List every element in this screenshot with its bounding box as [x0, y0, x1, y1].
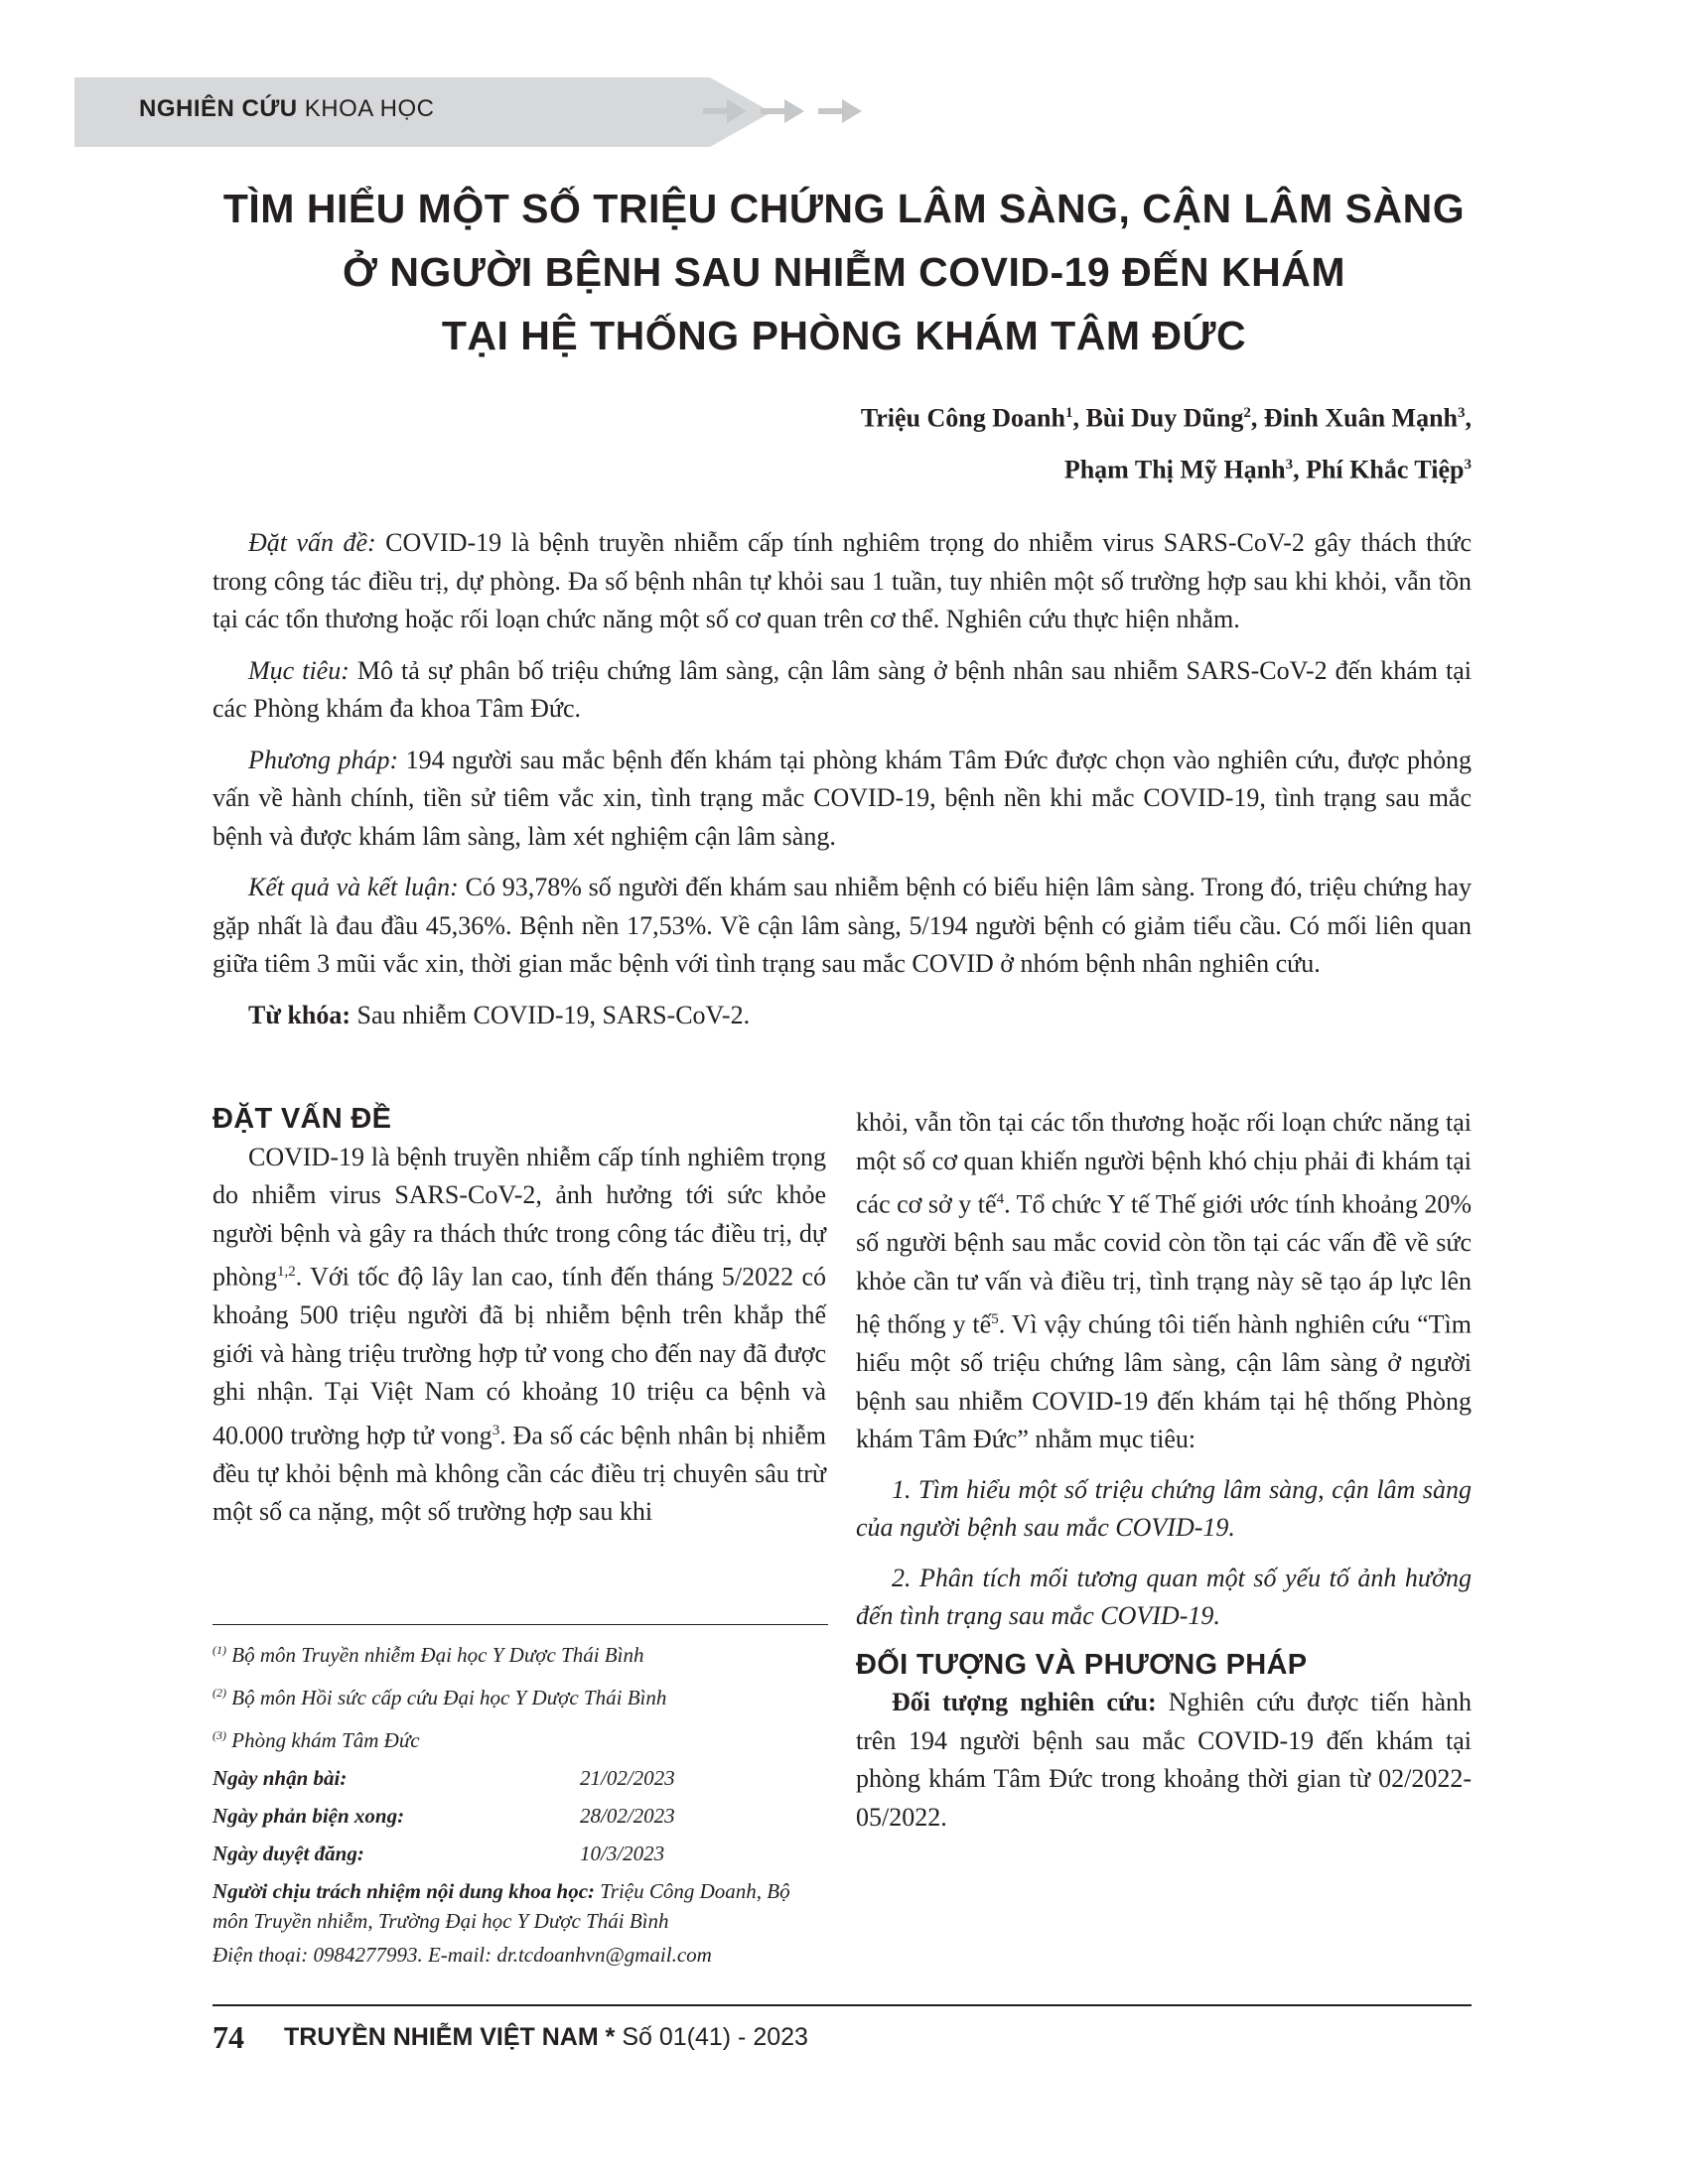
affiliation-marker: (1) [212, 1643, 226, 1657]
abstract-objective [212, 652, 1472, 729]
affiliation-text: Phòng khám Tâm Đức [226, 1728, 420, 1752]
citation: 1,2 [277, 1264, 296, 1280]
author-name: Phí Khắc Tiệp [1306, 455, 1465, 484]
author-name: Phạm Thị Mỹ Hạnh [1063, 455, 1286, 484]
author-affiliation: 2 [1243, 405, 1251, 421]
reviewed-label: Ngày phản biện xong: [212, 1804, 405, 1828]
responsible-text: Triệu Công Doanh, Bộ môn Truyền nhiễm, Trường Đại học Y Dược Thái Bình [212, 1879, 790, 1933]
intro-text: . Với tốc độ lây lan cao, tính đến tháng 5/2022 có khoảng 500 triệu người đã bị nhiễm bệnh trên khắp thế giới và hàng triệu trường hợp tử vong cho đến nay đã được ghi nhận. Tại Việt Nam có khoảng 10 triệu ca bệnh và 40.000 trường hợp tử vong [212, 1262, 826, 1450]
abstract-keywords [212, 997, 1472, 1035]
affiliation-2 [212, 1674, 828, 1716]
section-heading-methods: ĐỐI TƯỢNG VÀ PHƯƠNG PHÁP [856, 1648, 1308, 1681]
affiliation-text: Bộ môn Hồi sức cấp cứu Đại học Y Dược Thái Bình [226, 1686, 667, 1709]
subject-text: Nghiên cứu được tiến hành trên 194 người bệnh sau mắc COVID-19 đến khám tại phòng khám Tâm Đức trong khoảng thời gian từ 02/2022- 05/2022. [856, 1688, 1472, 1832]
accepted-date-row [212, 1835, 828, 1872]
left-column [212, 1100, 826, 1532]
journal-title: TRUYỀN NHIỄM VIỆT NAM [284, 2023, 599, 2051]
received-label: Ngày nhận bài: [212, 1766, 348, 1790]
author-affiliation: 3 [1464, 456, 1472, 473]
abstract-method-label: Phương pháp: [248, 745, 399, 774]
abstract-background-label: Đặt vấn đề: [248, 528, 376, 557]
arrow-right-icon [761, 99, 804, 123]
page-number: 74 [212, 2019, 244, 2055]
author-affiliation: 1 [1064, 405, 1073, 421]
intro-text: . Tổ chức Y tế Thế giới ước tính khoảng 20% số người bệnh sau mắc covid còn tồn tại các vấn đề về sức khỏe cần tư vấn và điều trị, tình trạng này sẽ tạo áp lực lên hệ thống y tế [856, 1189, 1472, 1339]
citation: 5 [991, 1311, 999, 1328]
title-line-2: Ở NGƯỜI BỆNH SAU NHIỄM COVID-19 ĐẾN KHÁM [342, 249, 1346, 295]
responsible-label: Người chịu trách nhiệm nội dung khoa học: [212, 1879, 596, 1903]
author-line-2 [861, 442, 1472, 493]
abstract-background-text: COVID-19 là bệnh truyền nhiễm cấp tính nghiêm trọng do nhiễm virus SARS-CoV-2 gây thách thức trong công tác điều trị, dự phòng. Đa số bệnh nhân tự khỏi sau 1 tuần, tuy nhiên một số trường hợp sau khi khỏi, vẫn tồn tại các tổn thương hoặc rối loạn chức năng một số cơ quan trên cơ thể. Nghiên cứu thực hiện nhằm. [212, 528, 1472, 633]
author-name: Đinh Xuân Mạnh [1263, 403, 1458, 433]
section-label [139, 95, 434, 123]
affiliation-marker: (2) [212, 1686, 226, 1700]
subject-label: Đối tượng nghiên cứu: [892, 1688, 1157, 1717]
author-line-1 [861, 390, 1472, 442]
author-list [861, 390, 1472, 492]
author-name: Bùi Duy Dũng [1085, 403, 1244, 433]
citation: 4 [996, 1191, 1005, 1207]
intro-text: . Vì vậy chúng tôi tiến hành nghiên cứu “Tìm hiểu một số triệu chứng lâm sàng, cận lâm sàng ở người bệnh sau nhiễm COVID-19 đến khám tại hệ thống Phòng khám Tâm Đức” nhằm mục tiêu: [856, 1309, 1472, 1454]
accepted-date: 10/3/2023 [580, 1842, 665, 1865]
reviewed-date-row [212, 1797, 828, 1835]
section-label-light: KHOA HỌC [304, 95, 435, 122]
title-line-1: TÌM HIỂU MỘT SỐ TRIỆU CHỨNG LÂM SÀNG, CẬN LÂM SÀNG [222, 186, 1466, 231]
abstract-result [212, 869, 1472, 984]
intro-paragraph-continued [856, 1104, 1472, 1459]
author-affiliation: 3 [1458, 405, 1466, 421]
author-separator: , [1250, 403, 1264, 433]
intro-text: khỏi, vẫn tồn tại các tổn thương hoặc rối loạn chức năng tại một số cơ quan khiến người bệnh khó chịu phải đi khám tại các cơ sở y tế [856, 1108, 1472, 1219]
right-column [856, 1104, 1472, 1837]
affiliation-3 [212, 1716, 828, 1759]
intro-paragraph [212, 1139, 826, 1532]
section-heading-intro: ĐẶT VẤN ĐỀ [212, 1103, 392, 1135]
title-line-3: TẠI HỆ THỐNG PHÒNG KHÁM TÂM ĐỨC [441, 313, 1247, 358]
abstract-method-text: 194 người sau mắc bệnh đến khám tại phòng khám Tâm Đức được chọn vào nghiên cứu, được phỏng vấn về hành chính, tiền sử tiêm vắc xin, tình trạng mắc COVID-19, bệnh nền khi mắc COVID-19, tình trạng sau mắc bệnh và được khám lâm sàng, làm xét nghiệm cận lâm sàng. [212, 745, 1472, 851]
abstract-background [212, 524, 1472, 639]
accepted-label: Ngày duyệt đăng: [212, 1842, 364, 1865]
journal-separator: * [598, 2023, 623, 2051]
abstract-keywords-text: Sau nhiễm COVID-19, SARS-CoV-2. [351, 1000, 751, 1029]
article-title [149, 177, 1539, 367]
arrow-right-icon [818, 99, 862, 123]
responsible-author [212, 1876, 828, 1936]
received-date-row [212, 1759, 828, 1797]
author-separator: , [1293, 455, 1307, 484]
abstract-keywords-label: Từ khóa: [248, 1000, 352, 1029]
author-name: Triệu Công Doanh [860, 403, 1065, 433]
abstract [212, 524, 1472, 1047]
section-label-bold: NGHIÊN CỨU [139, 95, 298, 122]
journal-name [284, 2023, 808, 2052]
intro-text: COVID-19 là bệnh truyền nhiễm cấp tính nghiêm trọng do nhiễm virus SARS-CoV-2, ảnh hưởng tới sức khỏe người bệnh và gây ra thách thức trong công tác điều trị, dự phòng [212, 1142, 826, 1292]
intro-text: . Đa số các bệnh nhân bị nhiễm đều tự khỏi bệnh mà không cần các điều trị chuyên sâu trừ một số ca nặng, một số trường hợp sau khi [212, 1421, 826, 1527]
citation: 3 [492, 1422, 500, 1438]
journal-issue: Số 01(41) - 2023 [622, 2023, 808, 2051]
subject-paragraph [856, 1684, 1472, 1837]
abstract-objective-label: Mục tiêu: [248, 655, 350, 685]
footnotes [212, 1624, 828, 1970]
footer-rule [212, 2004, 1472, 2006]
affiliation-marker: (3) [212, 1728, 226, 1742]
arrow-right-icon [703, 99, 747, 123]
reviewed-date: 28/02/2023 [580, 1804, 675, 1828]
received-date: 21/02/2023 [580, 1766, 675, 1790]
abstract-result-text: Có 93,78% số người đến khám sau nhiễm bệnh có biểu hiện lâm sàng. Trong đó, triệu chứng hay gặp nhất là đau đầu 45,36%. Bệnh nền 17,53%. Về cận lâm sàng, 5/194 người bệnh có giảm tiểu cầu. Có mối liên quan giữa tiêm 3 mũi vắc xin, thời gian mắc bệnh với tình trạng sau mắc COVID ở nhóm bệnh nhân nghiên cứu. [212, 873, 1472, 978]
contact-info: Điện thoại: 0984277993. E-mail: dr.tcdoanhvn@gmail.com [212, 1943, 712, 1967]
affiliation-1 [212, 1631, 828, 1674]
abstract-objective-text: Mô tả sự phân bố triệu chứng lâm sàng, cận lâm sàng ở bệnh nhân sau nhiễm SARS-CoV-2 đến khám tại các Phòng khám đa khoa Tâm Đức. [212, 655, 1472, 723]
author-separator: , [1072, 403, 1086, 433]
abstract-method [212, 742, 1472, 857]
affiliation-text: Bộ môn Truyền nhiễm Đại học Y Dược Thái Bình [226, 1643, 644, 1667]
author-affiliation: 3 [1285, 456, 1294, 473]
objective-1: 1. Tìm hiểu một số triệu chứng lâm sàng, cận lâm sàng của người bệnh sau mắc COVID-19. [856, 1474, 1472, 1543]
abstract-result-label: Kết quả và kết luận: [248, 873, 459, 901]
author-separator: , [1465, 403, 1472, 433]
objective-2: 2. Phân tích mối tương quan một số yếu tố ảnh hưởng đến tình trạng sau mắc COVID-19. [856, 1563, 1472, 1631]
